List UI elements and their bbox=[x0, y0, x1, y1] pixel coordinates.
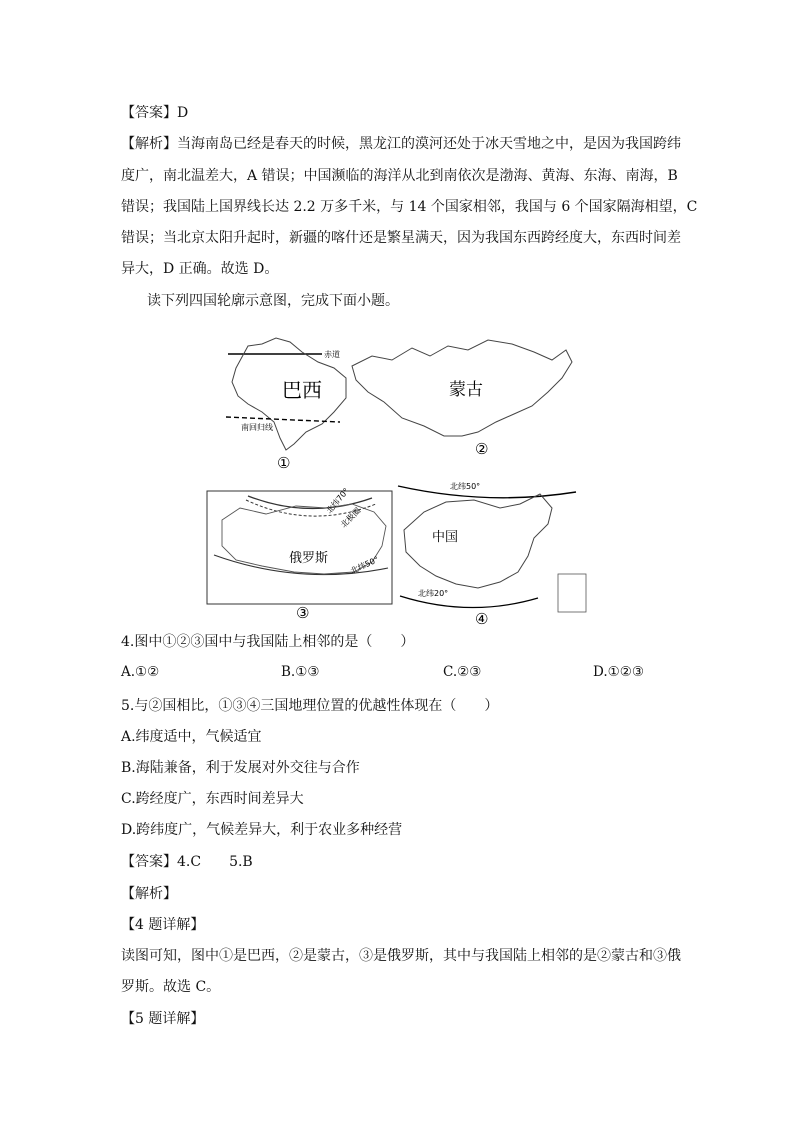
equator-label: 赤道 bbox=[324, 350, 340, 359]
map-russia bbox=[207, 486, 392, 622]
q4-detail-title: 【4 题详解】 bbox=[121, 917, 205, 933]
russia-label: 俄罗斯 bbox=[289, 551, 329, 566]
china-lat50-label: 北纬50° bbox=[450, 482, 481, 491]
q4-detail-line: 读图可知，图中①是巴西，②是蒙古，③是俄罗斯，其中与我国陆上相邻的是②蒙古和③俄 bbox=[121, 948, 681, 964]
map-mongolia bbox=[352, 340, 572, 458]
map-number-4: ④ bbox=[475, 610, 489, 628]
map-number-2: ② bbox=[475, 440, 489, 458]
answer-1: 【答案】D bbox=[121, 105, 189, 121]
question-5: 5.与②国相比，①③④三国地理位置的优越性体现在（ ） bbox=[121, 698, 499, 714]
q4-option-d: D.①②③ bbox=[593, 664, 644, 680]
q5-option-c: C.跨经度广，东西时间差异大 bbox=[121, 791, 304, 807]
china-label: 中国 bbox=[432, 530, 459, 545]
china-lat20-label: 北纬20° bbox=[418, 589, 449, 598]
brazil-label: 巴西 bbox=[282, 378, 322, 402]
answer-2: 【答案】4.C 5.B bbox=[121, 854, 253, 870]
lat50-label: 北纬50° bbox=[349, 554, 381, 576]
analysis-2: 【解析】 bbox=[121, 886, 177, 902]
q5-option-a: A.纬度适中，气候适宜 bbox=[121, 729, 262, 745]
analysis-line: 错误；我国陆上国界线长达 2.2 万多千米，与 14 个国家相邻，我国与 6 个国家隔海相望，C bbox=[121, 199, 698, 215]
q4-option-c: C.②③ bbox=[443, 664, 482, 680]
analysis-line: 错误；当北京太阳升起时，新疆的喀什还是繁星满天，因为我国东西跨经度大，东西时间差 bbox=[121, 230, 681, 246]
q5-option-d: D.跨纬度广，气候差异大，利于农业多种经营 bbox=[121, 822, 403, 838]
map-brazil bbox=[226, 338, 346, 472]
map-number-1: ① bbox=[277, 454, 291, 472]
map-number-3: ③ bbox=[296, 604, 310, 622]
analysis-line: 度广，南北温差大，A 错误；中国濒临的海洋从北到南依次是渤海、黄海、东海、南海，B bbox=[121, 168, 678, 184]
intro-text: 读下列四国轮廓示意图，完成下面小题。 bbox=[147, 293, 399, 309]
q4-option-b: B.①③ bbox=[281, 664, 320, 680]
mongolia-label: 蒙古 bbox=[449, 380, 483, 400]
analysis-line: 【解析】当海南岛已经是春天的时候，黑龙江的漠河还处于冰天雪地之中，是因为我国跨纬 bbox=[121, 136, 681, 152]
arctic-label: 北极圈 bbox=[339, 506, 363, 530]
tropic-label: 南回归线 bbox=[241, 423, 273, 432]
q4-detail-line: 罗斯。故选 C。 bbox=[121, 979, 221, 995]
question-4: 4.图中①②③国中与我国陆上相邻的是（ ） bbox=[121, 634, 415, 650]
q5-detail-title: 【5 题详解】 bbox=[121, 1011, 205, 1027]
analysis-line: 异大，D 正确。故选 D。 bbox=[121, 261, 279, 277]
q4-option-a: A.①② bbox=[121, 664, 160, 680]
q5-option-b: B.海陆兼备，利于发展对外交往与合作 bbox=[121, 760, 360, 776]
map-china bbox=[398, 481, 586, 628]
lat70-label: 北纬70° bbox=[324, 486, 351, 516]
